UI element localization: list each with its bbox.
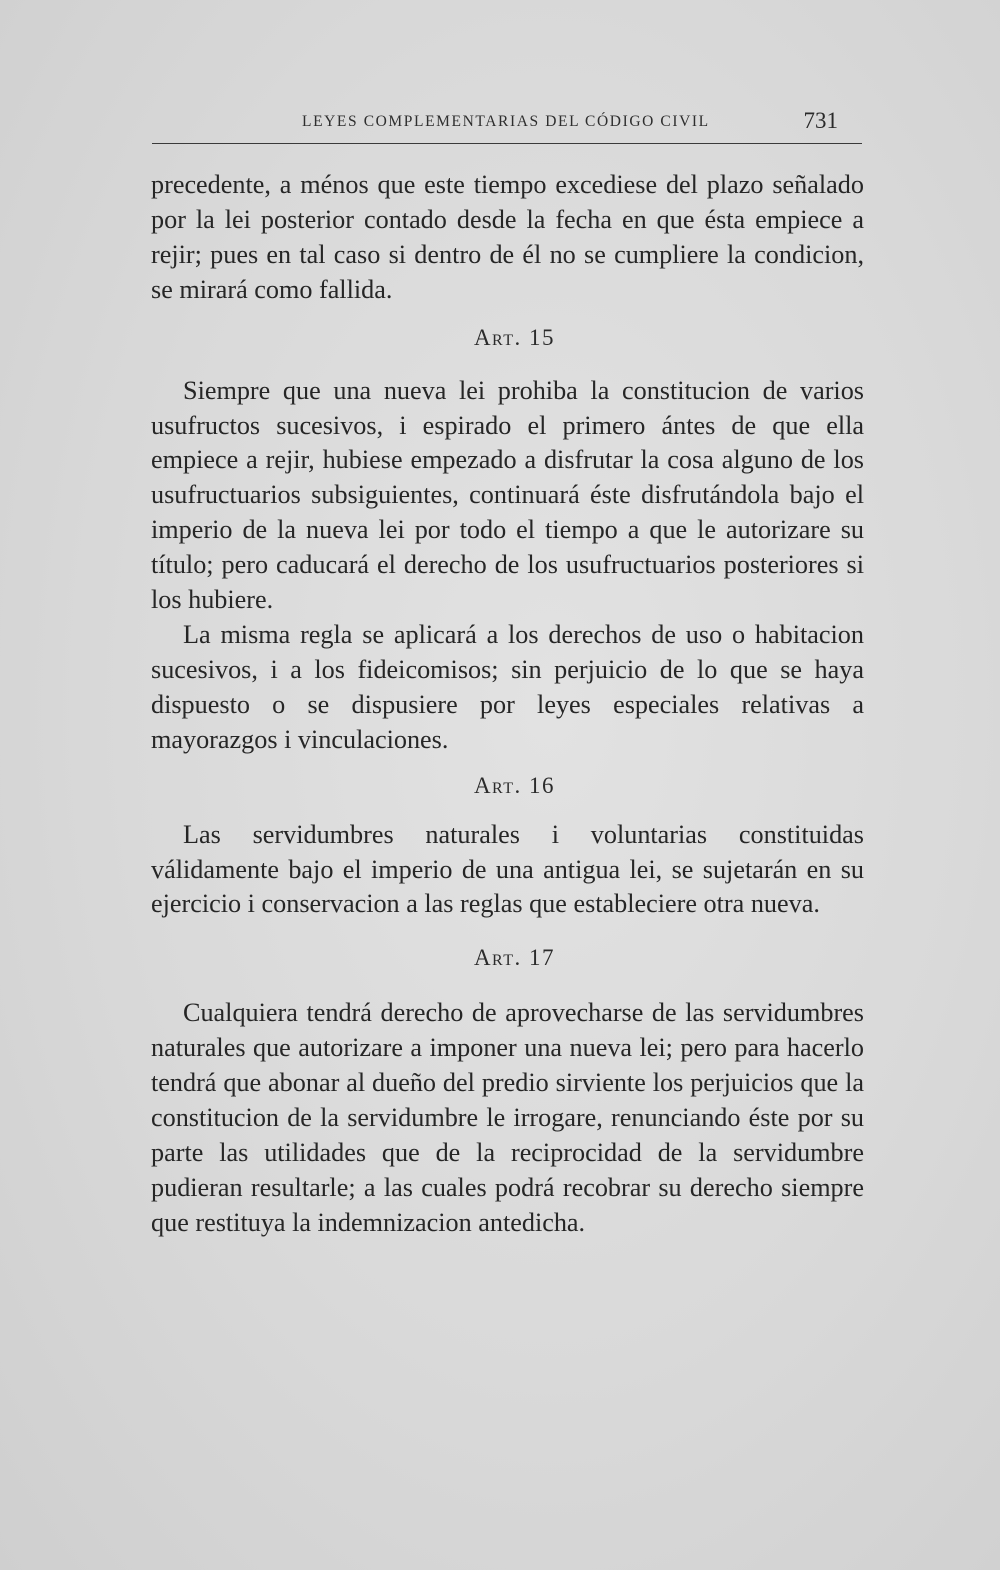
article-15-paragraph-1: Siempre que una nueva lei prohiba la constitucion de varios usufructos sucesivos, i espirado el primero ántes de que ella empiece a rejir, hubiese empezado a disfrutar la cosa alguno de los usufructuarios subsiguientes, continuará éste disfrutándola bajo el imperio de la nueva lei por todo el tiempo a que le autorizare su título; pero caducará el derecho de los usufructuarios posteriores si los hubiere. bbox=[151, 375, 864, 615]
article-16-label: Art. bbox=[473, 772, 522, 798]
header-rule bbox=[152, 143, 862, 144]
article-17-paragraph-1: Cualquiera tendrá derecho de aprovecharse de las servidumbres naturales que autorizare a imponer una nueva lei; pero para hacerlo tendrá que abonar al dueño del predio sirviente los perjuicios que la constitucion de la servidumbre le irrogare, renunciando éste por su parte las utilidades que de la reciprocidad de la servidumbre pudieran resultarle; a las cuales podrá recobrar su derecho siempre que restituya la indemnizacion antedicha. bbox=[151, 998, 864, 1237]
article-16-paragraph-1: Las servidumbres naturales i voluntarias constituidas válidamente bajo el imperio de una antigua lei, se sujetarán en su ejercicio i conservacion a las reglas que estableciere otra nueva. bbox=[151, 819, 864, 919]
article-15-heading bbox=[151, 316, 864, 360]
article-16-number: 16 bbox=[529, 772, 556, 798]
running-head: LEYES COMPLEMENTARIAS DEL CÓDIGO CIVIL bbox=[302, 113, 710, 130]
article-16-heading bbox=[151, 764, 864, 808]
page-header bbox=[152, 108, 862, 138]
article-17-label: Art. bbox=[473, 945, 522, 971]
article-17-number: 17 bbox=[529, 945, 556, 971]
article-15-number: 15 bbox=[529, 324, 556, 350]
page-number: 731 bbox=[803, 108, 838, 133]
article-15-paragraph-2: La misma regla se aplicará a los derechos de uso o habitacion sucesivos, i a los fideicomisos; sin perjuicio de lo que se haya dispuesto o se dispusiere por leyes especiales relativas a mayorazgos i vinculaciones. bbox=[151, 619, 864, 754]
article-15-label: Art. bbox=[473, 324, 522, 350]
article-17-heading bbox=[151, 936, 864, 980]
page-body bbox=[151, 168, 864, 1241]
continuation-paragraph: precedente, a ménos que este tiempo excediese del plazo señalado por la lei posterior contado desde la fecha en que ésta empiece a rejir; pues en tal caso si dentro de él no se cumpliere la condicion, se mirará como fallida. bbox=[151, 170, 864, 304]
